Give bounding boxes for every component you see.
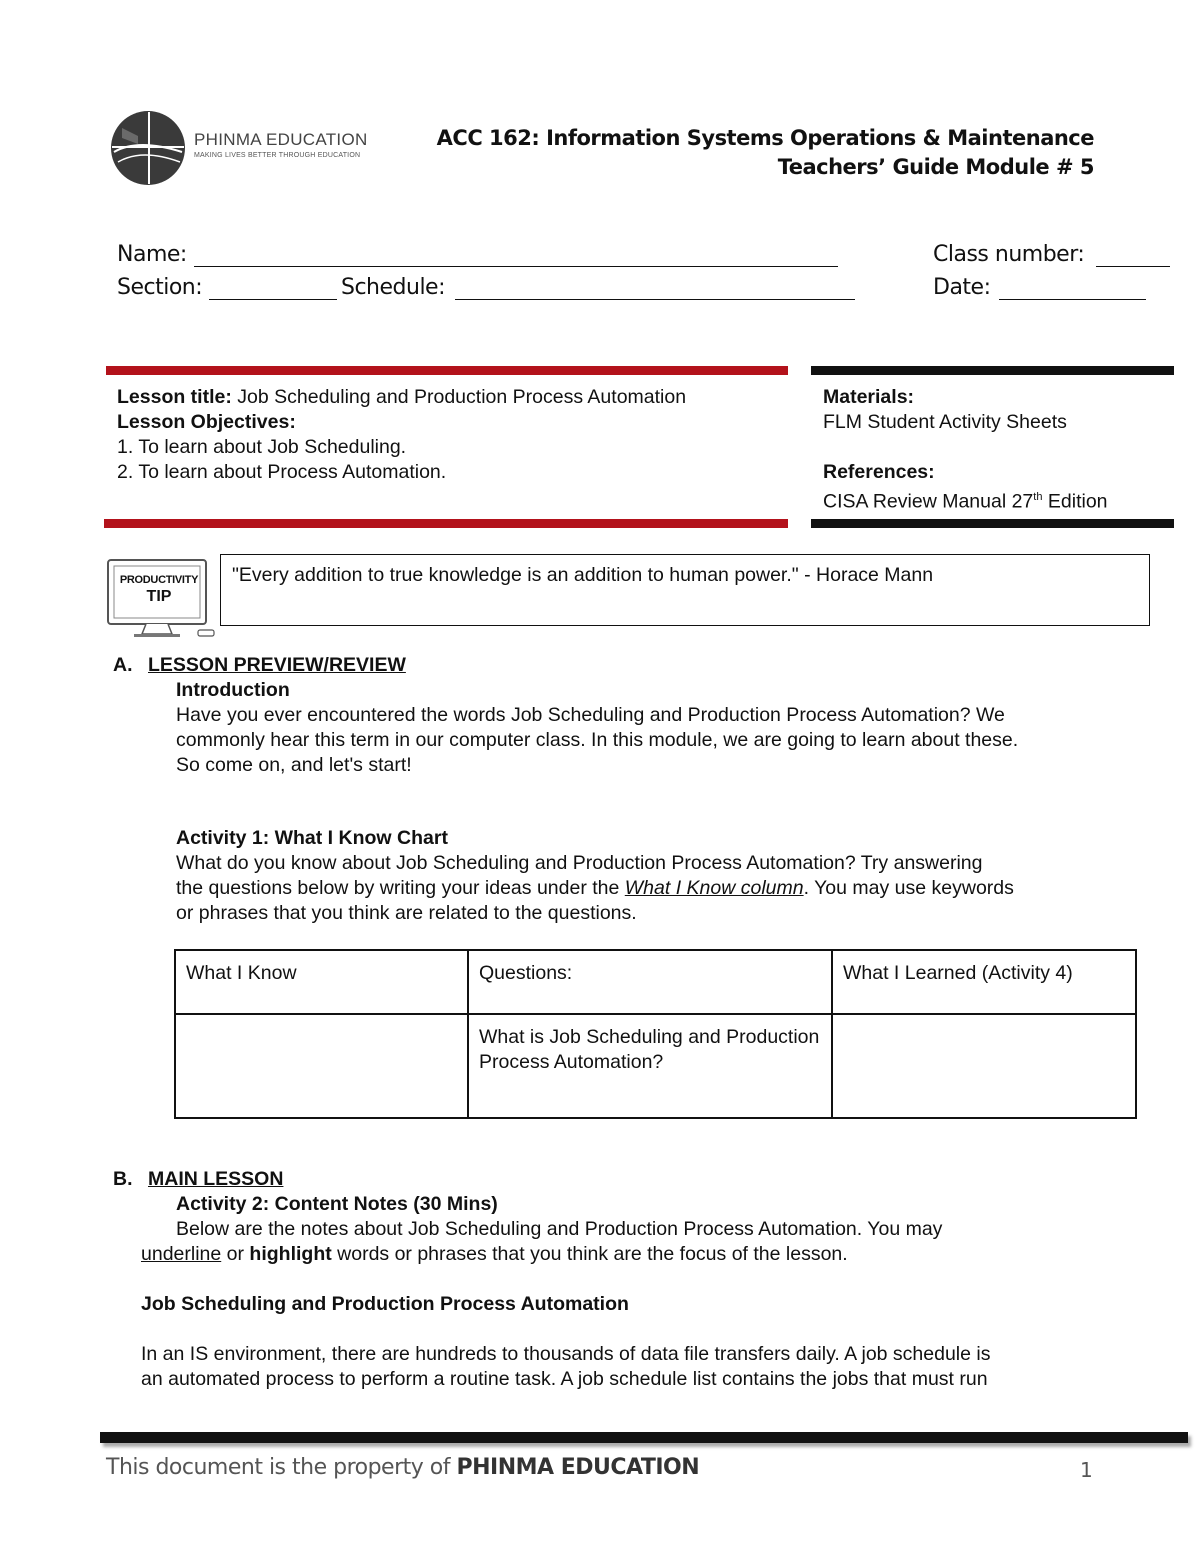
lesson-top-bar: [106, 366, 788, 375]
intro-line: Have you ever encountered the words Job Scheduling and Production Process Automation? We: [176, 704, 1005, 726]
table-row: [175, 1014, 1136, 1118]
activity-2-line: underline or highlight words or phrases that you think are the focus of the lesson.: [141, 1243, 848, 1265]
materials-top-bar: [811, 366, 1174, 375]
section-label: Section:: [117, 275, 203, 300]
materials-info: [823, 385, 1163, 515]
class-number-field[interactable]: [1096, 244, 1170, 267]
intro-line: commonly hear this term in our computer class. In this module, we are going to learn about these.: [176, 729, 1019, 751]
activity-2-line: Below are the notes about Job Scheduling and Production Process Automation. You may: [176, 1218, 943, 1240]
content-paragraph: [141, 1342, 1101, 1392]
materials-label: Materials:: [823, 386, 915, 408]
question-cell: What is Job Scheduling and Production Process Automation?: [468, 1014, 832, 1118]
what-i-know-column-ref: What I Know column: [624, 877, 804, 899]
activity-1-line: What do you know about Job Scheduling and Production Process Automation? Try answering: [176, 852, 983, 874]
activity-2-heading: Activity 2: Content Notes (30 Mins): [176, 1193, 498, 1215]
tip-icon-line2: TIP: [146, 588, 172, 605]
date-field[interactable]: [999, 277, 1146, 300]
section-field[interactable]: [209, 277, 337, 300]
lesson-title-line: [117, 385, 777, 410]
section-b-letter: B.: [113, 1168, 133, 1190]
materials-bottom-bar: [811, 519, 1174, 528]
logo-name: PHINMA EDUCATION: [194, 130, 368, 149]
references-value: CISA Review Manual 27th Edition: [823, 490, 1108, 513]
name-label: Name:: [117, 242, 187, 267]
logo-emblem-icon: [108, 108, 192, 188]
logo-tagline: MAKING LIVES BETTER THROUGH EDUCATION: [194, 152, 361, 159]
schedule-field[interactable]: [455, 277, 855, 300]
lesson-objectives-label: Lesson Objectives:: [117, 411, 296, 433]
productivity-tip-icon: [106, 558, 216, 640]
footer-bar: [100, 1432, 1188, 1443]
course-title: ACC 162: Information Systems Operations & Maintenance: [436, 126, 1094, 150]
schedule-label: Schedule:: [341, 275, 446, 300]
objective-item: 1. To learn about Job Scheduling.: [117, 436, 407, 458]
activity-1-block: [176, 826, 1116, 926]
activity-1-heading: Activity 1: What I Know Chart: [176, 827, 448, 849]
quote-text: "Every addition to true knowledge is an addition to human power." - Horace Mann: [232, 564, 934, 586]
underline-word: underline: [141, 1243, 222, 1265]
module-title: Teachers’ Guide Module # 5: [777, 155, 1094, 179]
activity-1-line: or phrases that you think are related to the questions.: [176, 902, 637, 924]
lesson-info: [117, 385, 777, 485]
section-a-letter: A.: [113, 654, 133, 676]
page-number: 1: [1080, 1458, 1093, 1482]
materials-value: FLM Student Activity Sheets: [823, 411, 1067, 433]
class-number-label: Class number:: [933, 242, 1085, 267]
table-header-row: [175, 950, 1136, 1014]
lesson-bottom-bar: [104, 519, 788, 528]
what-i-know-answer-cell[interactable]: [175, 1014, 468, 1118]
highlight-word: highlight: [249, 1243, 332, 1265]
paragraph-line: an automated process to perform a routine task. A job schedule list contains the jobs that must run: [141, 1368, 988, 1390]
introduction-block: [176, 678, 1116, 778]
section-a-heading: LESSON PREVIEW/REVIEW: [148, 654, 406, 676]
lesson-title-value: Job Scheduling and Production Process Automation: [231, 386, 687, 408]
content-subheading: Job Scheduling and Production Process Automation: [141, 1293, 629, 1315]
table-header-cell: Questions:: [468, 950, 832, 1014]
name-field[interactable]: [194, 244, 838, 267]
table-header-cell: What I Learned (Activity 4): [832, 950, 1136, 1014]
lesson-title-label: Lesson title:: [117, 386, 232, 408]
intro-line: So come on, and let's start!: [176, 754, 412, 776]
footer-owner: PHINMA EDUCATION: [456, 1455, 700, 1480]
introduction-heading: Introduction: [176, 679, 290, 701]
activity-1-line: the questions below by writing your ideas under the What I Know column. You may use keywords: [176, 877, 1014, 899]
tip-icon-line1: PRODUCTIVITY: [119, 574, 199, 586]
date-label: Date:: [933, 275, 991, 300]
what-i-know-table: [174, 949, 1137, 1119]
references-label: References:: [823, 461, 935, 483]
section-b-heading: MAIN LESSON: [148, 1168, 284, 1190]
objective-item: 2. To learn about Process Automation.: [117, 461, 447, 483]
footer-text: This document is the property of PHINMA EDUCATION: [106, 1455, 700, 1480]
table-header-cell: What I Know: [175, 950, 468, 1014]
paragraph-line: In an IS environment, there are hundreds to thousands of data file transfers daily. A job schedule is: [141, 1343, 991, 1365]
what-i-learned-answer-cell[interactable]: [832, 1014, 1136, 1118]
